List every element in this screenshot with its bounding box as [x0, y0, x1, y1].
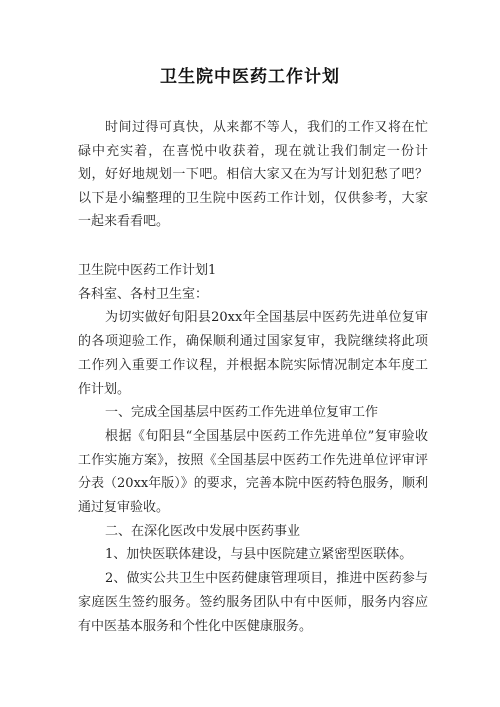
body-paragraph-purpose: 为切实做好旬阳县20xx年全国基层中医药先进单位复审的各项迎验工作，确保顺利通过国家复审，我院继续将此项工作列入重要工作议程，并根据本院实际情况制定本年度工作计划。	[78, 310, 428, 397]
list-item-2: 2、做实公共卫生中医药健康管理项目，推进中医药参与家庭医生签约服务。签约服务团队中有中医师，服务内容应有中医基本服务和个性化中医健康服务。	[78, 571, 428, 634]
plan-heading: 卫生院中医药工作计划1	[78, 263, 217, 278]
plan-content	[78, 259, 428, 638]
section-heading-2: 二、在深化医改中发展中医药事业	[105, 523, 301, 539]
intro-paragraph: 时间过得可真快，从来都不等人，我们的工作又将在忙碌中充实着，在喜悦中收获着，现在就让我们制定一份计划，好好地规划一下吧。相信大家又在为写计划犯愁了吧？以下是小编整理的卫生院中医药工作计划，仅供参考，大家一起来看看吧。	[78, 120, 428, 230]
body-paragraph-review: 根据《旬阳县“全国基层中医药工作先进单位”复审验收工作实施方案》，按照《全国基层中医药工作先进单位评审评分表（20xx年版）》的要求，完善本院中医药特色服务，顺利通过复审验收。	[78, 428, 428, 516]
section-heading-1: 一、完成全国基层中医药工作先进单位复审工作	[105, 405, 379, 421]
salutation: 各科室、各村卫生室：	[78, 286, 209, 302]
document-title: 卫生院中医药工作计划	[160, 67, 340, 87]
list-item-1: 1、加快医联体建设，与县中医院建立紧密型医联体。	[105, 547, 413, 563]
